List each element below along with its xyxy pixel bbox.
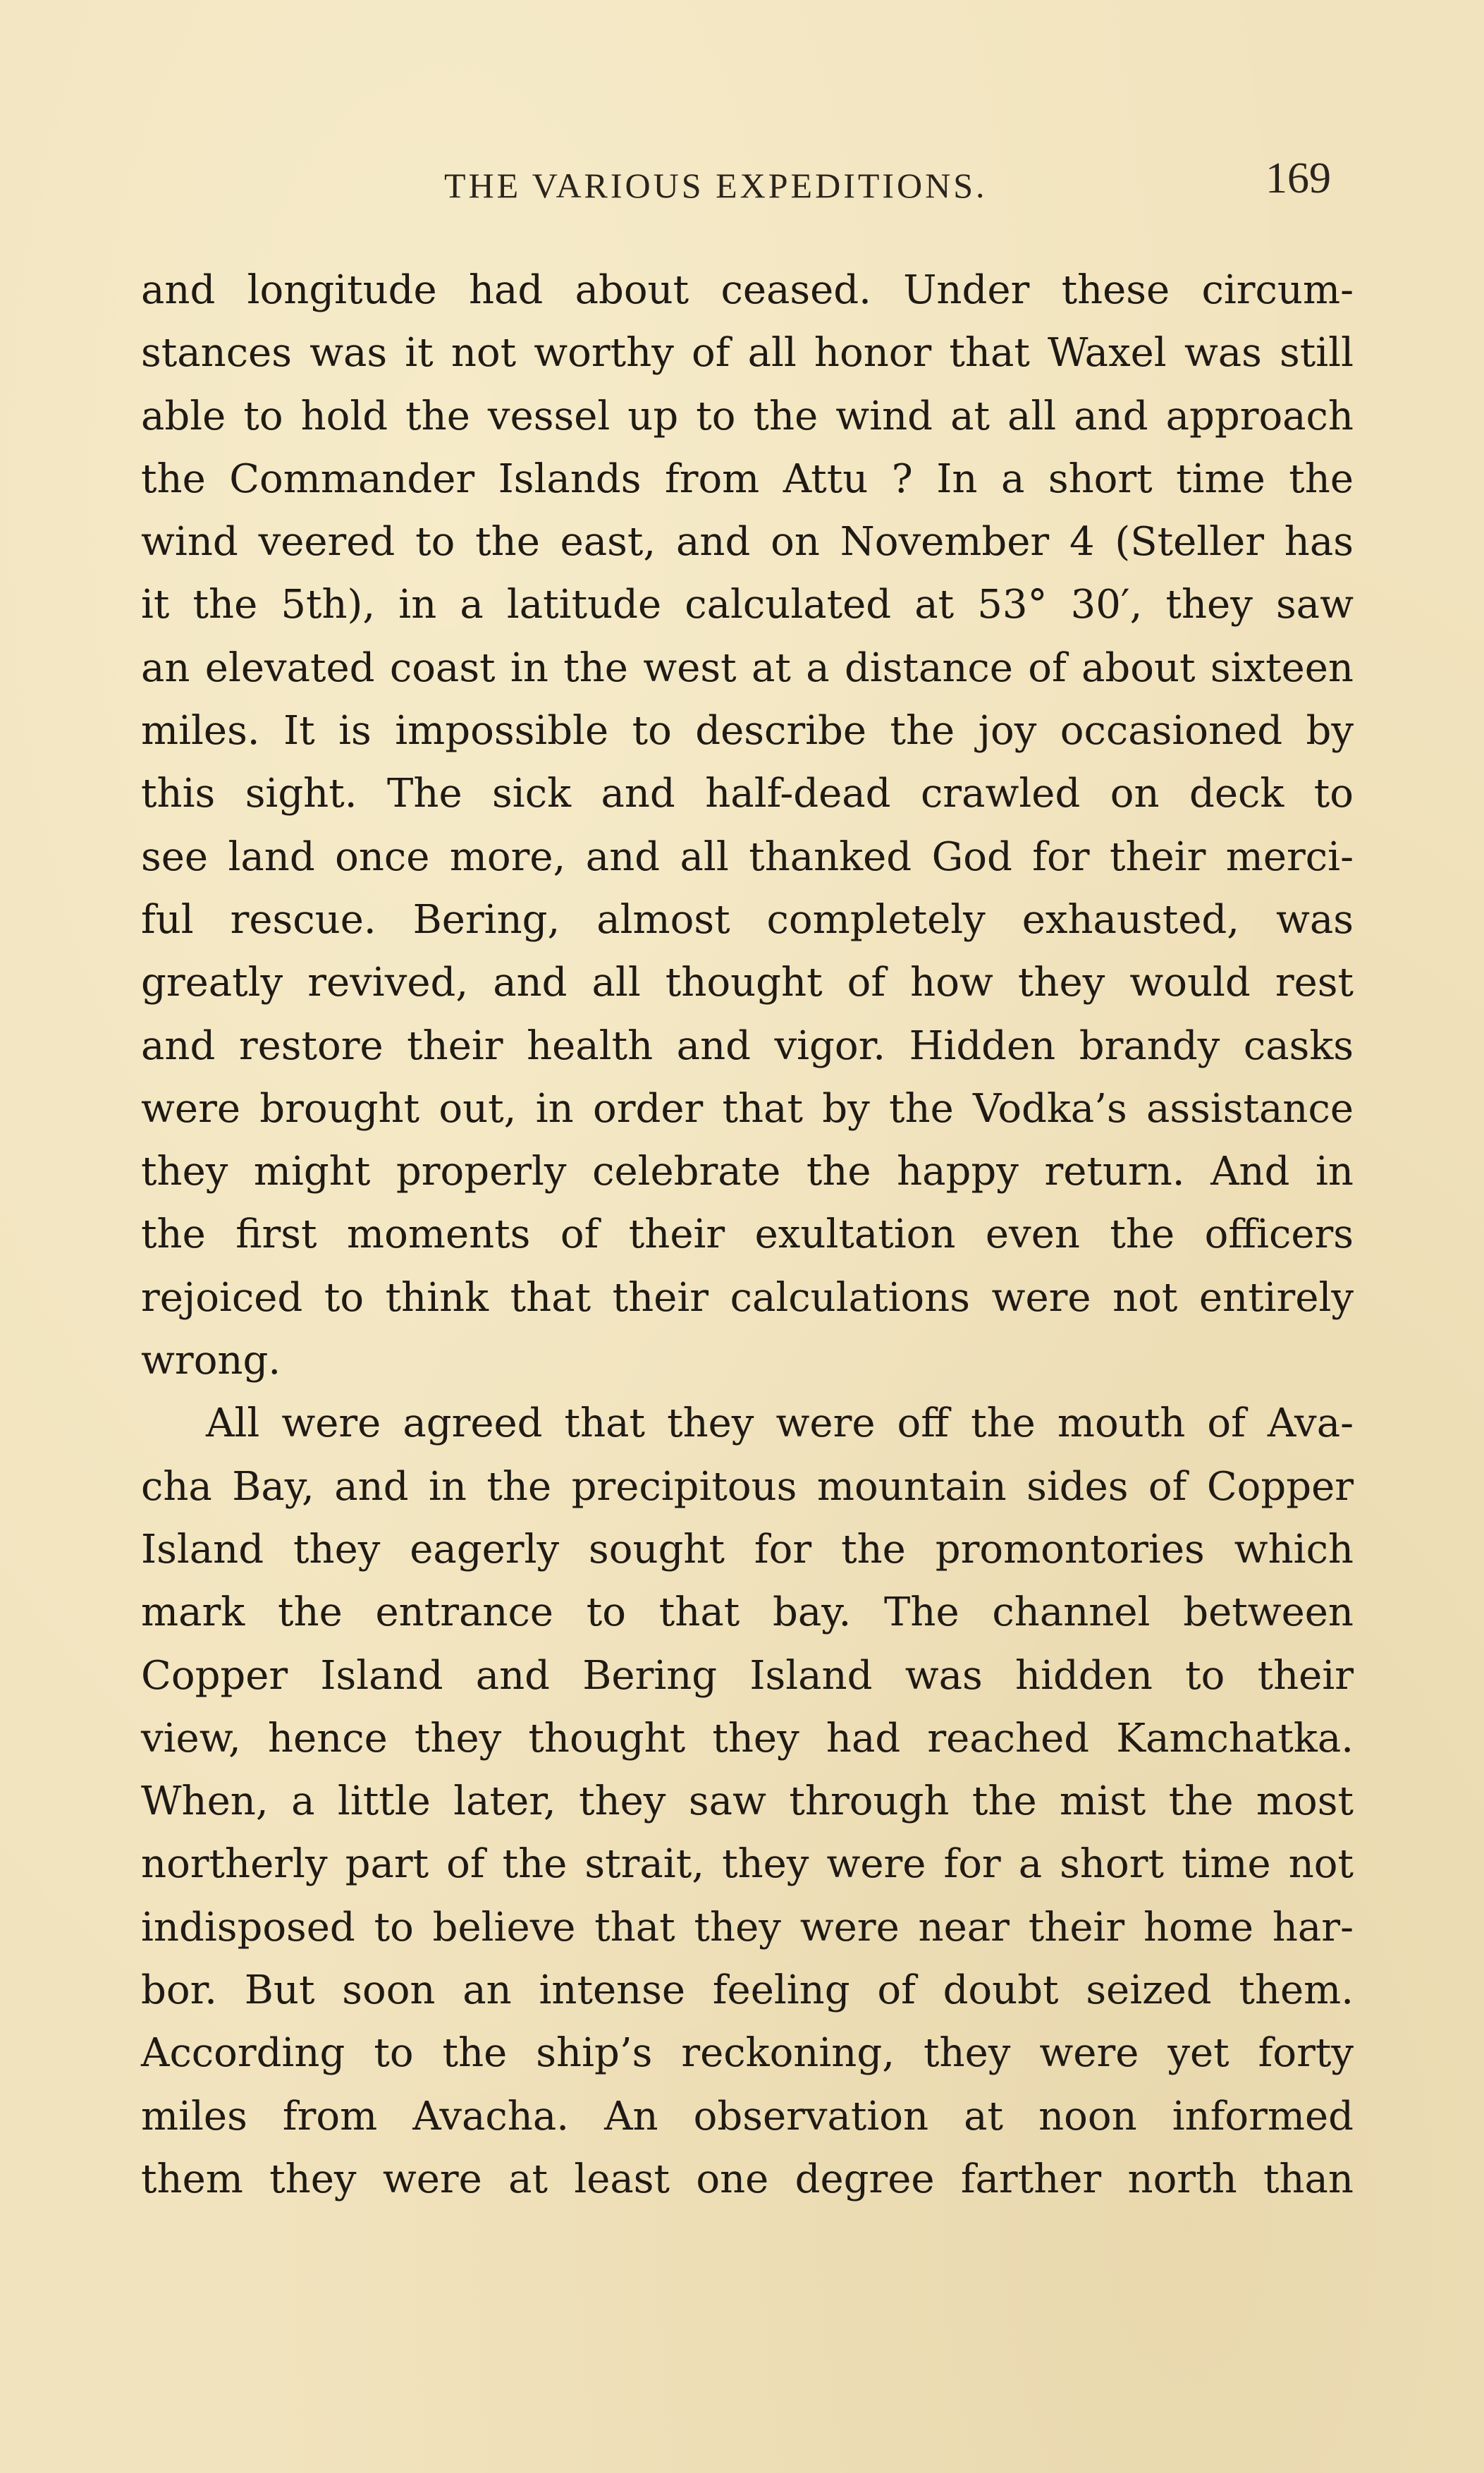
text-line: Island they eagerly sought for the promontories which (141, 1526, 1354, 1573)
running-title: THE VARIOUS EXPEDITIONS. (444, 166, 988, 205)
text-line: greatly revived, and all thought of how they would rest (141, 960, 1354, 1006)
text-line: view, hence they thought they had reached Kamchatka. (141, 1715, 1354, 1761)
text-line: All were agreed that they were off the mouth of Ava- (206, 1400, 1354, 1447)
text-line: the first moments of their exultation even the officers (141, 1211, 1354, 1258)
text-line: wind veered to the east, and on November 4 (Steller has (141, 519, 1354, 566)
paragraph-2 (141, 1392, 1354, 2211)
text-line: and longitude had about ceased. Under these circum- (141, 267, 1354, 313)
text-line: they might properly celebrate the happy return. And in (141, 1149, 1354, 1195)
text-line: able to hold the vessel up to the wind at all and approach (141, 393, 1354, 439)
text-line: it the 5th), in a latitude calculated at 53° 30′, they saw (141, 582, 1354, 628)
text-line: northerly part of the strait, they were for a short time not (141, 1841, 1354, 1888)
text-line: stances was it not worthy of all honor that Waxel was still (141, 330, 1354, 377)
text-line: see land once more, and all thanked God for their merci- (141, 834, 1354, 880)
text-line: When, a little later, they saw through the mist the most (141, 1778, 1354, 1825)
text-line: were brought out, in order that by the Vodka’s assistance (141, 1085, 1354, 1132)
text-line: them they were at least one degree farther north than (141, 2156, 1354, 2202)
text-line: the Commander Islands from Attu ? In a short time the (141, 456, 1354, 502)
text-line: mark the entrance to that bay. The channel between (141, 1589, 1354, 1636)
text-line: bor. But soon an intense feeling of doubt seized them. (141, 1967, 1354, 2014)
text-line: this sight. The sick and half-dead crawled on deck to (141, 771, 1354, 817)
text-line: ful rescue. Bering, almost completely exhausted, was (141, 896, 1354, 943)
text-line: an elevated coast in the west at a distance of about sixteen (141, 645, 1354, 691)
page-header (141, 154, 1339, 210)
text-line: indisposed to believe that they were near their home har- (141, 1904, 1354, 1950)
text-line: wrong. (141, 1338, 281, 1384)
text-line: miles. It is impossible to describe the joy occasioned by (141, 708, 1354, 755)
text-line: According to the ship’s reckoning, they were yet forty (141, 2030, 1354, 2077)
text-line: Copper Island and Bering Island was hidden to their (141, 1652, 1354, 1699)
text-line: cha Bay, and in the precipitous mountain sides of Copper (141, 1463, 1354, 1510)
paragraph-1 (141, 259, 1354, 1392)
text-line: and restore their health and vigor. Hidden brandy casks (141, 1022, 1354, 1069)
text-line: miles from Avacha. An observation at noon informed (141, 2093, 1354, 2139)
body-text (141, 259, 1354, 2211)
text-line: rejoiced to think that their calculations were not entirely (141, 1274, 1354, 1321)
page-number: 169 (1265, 154, 1331, 202)
